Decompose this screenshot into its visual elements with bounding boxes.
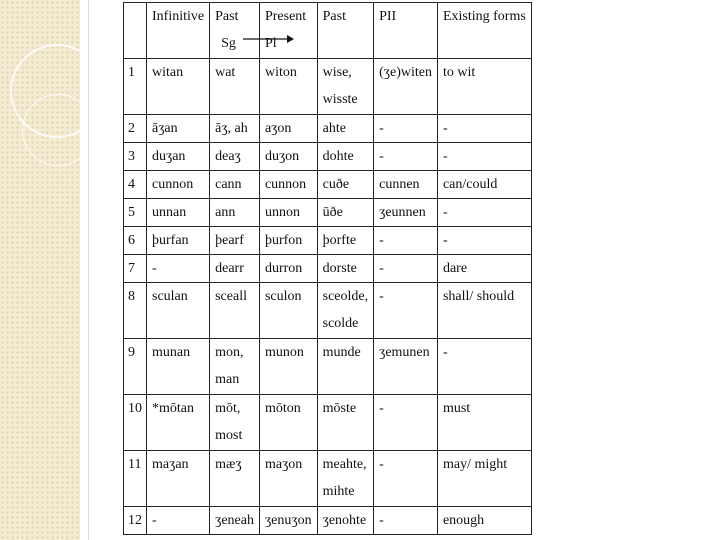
cell-present-pl: þurfon <box>259 227 317 255</box>
cell-existing-forms: shall/ should <box>437 283 531 339</box>
cell-past-line1: meahte, <box>322 457 367 472</box>
cell-infinitive: - <box>147 507 210 535</box>
cell-past <box>317 143 373 171</box>
table-row <box>124 171 532 199</box>
table-row <box>124 227 532 255</box>
cell-past-sg-line1: þearf <box>215 233 244 248</box>
cell-number: 3 <box>124 143 147 171</box>
cell-past-sg-line1: deaʒ <box>215 149 241 164</box>
header-present-pl <box>259 3 317 59</box>
cell-past-line1: dorste <box>322 261 357 276</box>
cell-infinitive: unnan <box>147 199 210 227</box>
cell-past-sg <box>210 339 260 395</box>
cell-infinitive: sculan <box>147 283 210 339</box>
cell-present-pl: sculon <box>259 283 317 339</box>
cell-past-sg-line1: sceall <box>215 289 247 304</box>
cell-past <box>317 507 373 535</box>
decorative-ring <box>22 94 94 166</box>
decorative-side-strip <box>0 0 80 540</box>
header-infinitive: Infinitive <box>147 3 210 59</box>
cell-pii: - <box>374 115 438 143</box>
cell-past <box>317 171 373 199</box>
header-existing-forms: Existing forms <box>437 3 531 59</box>
decorative-divider <box>88 0 89 540</box>
header-number <box>124 3 147 59</box>
cell-number: 5 <box>124 199 147 227</box>
table-row <box>124 115 532 143</box>
cell-past-sg <box>210 255 260 283</box>
cell-infinitive: *mōtan <box>147 395 210 451</box>
cell-past-sg-line1: mon, <box>215 345 244 360</box>
cell-past <box>317 255 373 283</box>
header-past-sg-line1: Past <box>215 9 239 24</box>
cell-number: 12 <box>124 507 147 535</box>
table-row <box>124 283 532 339</box>
preterite-present-verbs-table <box>123 2 532 535</box>
table-row <box>124 395 532 451</box>
cell-past-line1: wise, <box>322 65 352 80</box>
cell-number: 7 <box>124 255 147 283</box>
cell-number: 4 <box>124 171 147 199</box>
cell-existing-forms: may/ might <box>437 451 531 507</box>
table-row <box>124 451 532 507</box>
header-present-pl-line2: Pl <box>264 36 277 51</box>
cell-pii: - <box>374 451 438 507</box>
cell-past <box>317 115 373 143</box>
header-past: Past <box>317 3 373 59</box>
cell-infinitive: maʒan <box>147 451 210 507</box>
cell-infinitive: munan <box>147 339 210 395</box>
cell-number: 8 <box>124 283 147 339</box>
cell-past-line2: mihte <box>322 484 355 499</box>
cell-past-sg <box>210 199 260 227</box>
header-present-pl-line1: Present <box>264 9 307 24</box>
cell-number: 2 <box>124 115 147 143</box>
cell-existing-forms: - <box>437 199 531 227</box>
cell-existing-forms: - <box>437 143 531 171</box>
cell-past-line1: sceolde, <box>322 289 369 304</box>
cell-past-sg <box>210 115 260 143</box>
cell-infinitive: þurfan <box>147 227 210 255</box>
cell-existing-forms: enough <box>437 507 531 535</box>
cell-past-sg-line1: ʒeneah <box>215 513 254 528</box>
cell-past-sg-line1: mōt, <box>215 401 241 416</box>
header-pii: PII <box>374 3 438 59</box>
cell-past <box>317 395 373 451</box>
cell-pii: ʒemunen <box>374 339 438 395</box>
cell-past-sg-line2: most <box>215 428 243 443</box>
cell-past-sg <box>210 451 260 507</box>
cell-pii: - <box>374 395 438 451</box>
cell-past <box>317 283 373 339</box>
cell-past-sg <box>210 59 260 115</box>
cell-present-pl: maʒon <box>259 451 317 507</box>
cell-number: 11 <box>124 451 147 507</box>
cell-past-sg <box>210 143 260 171</box>
cell-past-line1: dohte <box>322 149 354 164</box>
cell-present-pl: ʒenuʒon <box>259 507 317 535</box>
cell-infinitive: āʒan <box>147 115 210 143</box>
cell-past <box>317 339 373 395</box>
cell-infinitive: - <box>147 255 210 283</box>
cell-past-line1: mōste <box>322 401 357 416</box>
cell-past-line2: scolde <box>322 316 359 331</box>
cell-past-sg-line1: ann <box>215 205 236 220</box>
cell-past-sg-line1: mæʒ <box>215 457 242 472</box>
cell-number: 9 <box>124 339 147 395</box>
cell-past-line1: ʒenohte <box>322 513 367 528</box>
cell-existing-forms: - <box>437 227 531 255</box>
cell-present-pl: mōton <box>259 395 317 451</box>
cell-past-sg-line2: man <box>215 372 240 387</box>
table-header-row <box>124 3 532 59</box>
cell-existing-forms: must <box>437 395 531 451</box>
cell-past-line1: ūðe <box>322 205 343 220</box>
cell-past <box>317 451 373 507</box>
cell-past-line1: cuðe <box>322 177 350 192</box>
header-past-sg <box>210 3 260 59</box>
cell-present-pl: unnon <box>259 199 317 227</box>
table-row <box>124 59 532 115</box>
cell-existing-forms: - <box>437 115 531 143</box>
cell-existing-forms: can/could <box>437 171 531 199</box>
cell-pii: - <box>374 507 438 535</box>
cell-infinitive: duʒan <box>147 143 210 171</box>
table-row <box>124 143 532 171</box>
cell-past <box>317 59 373 115</box>
cell-past-sg <box>210 507 260 535</box>
table-row <box>124 507 532 535</box>
cell-pii: cunnen <box>374 171 438 199</box>
cell-past-sg <box>210 171 260 199</box>
cell-pii: - <box>374 283 438 339</box>
cell-past-line1: munde <box>322 345 361 360</box>
cell-existing-forms: dare <box>437 255 531 283</box>
cell-present-pl: duʒon <box>259 143 317 171</box>
cell-existing-forms: - <box>437 339 531 395</box>
cell-pii: ʒeunnen <box>374 199 438 227</box>
cell-past-sg-line1: cann <box>215 177 242 192</box>
cell-past <box>317 227 373 255</box>
cell-past-sg <box>210 283 260 339</box>
header-past-sg-line2: Sg <box>221 36 236 51</box>
cell-past-sg <box>210 227 260 255</box>
table-row <box>124 199 532 227</box>
cell-present-pl: witon <box>259 59 317 115</box>
cell-past-sg-line1: āʒ, ah <box>215 121 248 136</box>
cell-past-line1: ahte <box>322 121 346 136</box>
cell-infinitive: cunnon <box>147 171 210 199</box>
cell-past-sg-line1: dearr <box>215 261 244 276</box>
cell-past-sg <box>210 395 260 451</box>
cell-number: 10 <box>124 395 147 451</box>
cell-present-pl: durron <box>259 255 317 283</box>
cell-infinitive: witan <box>147 59 210 115</box>
cell-past-line1: þorfte <box>322 233 357 248</box>
cell-present-pl: munon <box>259 339 317 395</box>
cell-past-line2: wisste <box>322 92 358 107</box>
cell-number: 6 <box>124 227 147 255</box>
cell-pii: (ʒe)witen <box>374 59 438 115</box>
table-row <box>124 255 532 283</box>
table-row <box>124 339 532 395</box>
cell-pii: - <box>374 255 438 283</box>
cell-pii: - <box>374 227 438 255</box>
cell-past <box>317 199 373 227</box>
cell-pii: - <box>374 143 438 171</box>
cell-past-sg-line1: wat <box>215 65 236 80</box>
cell-number: 1 <box>124 59 147 115</box>
cell-present-pl: cunnon <box>259 171 317 199</box>
cell-existing-forms: to wit <box>437 59 531 115</box>
cell-present-pl: aʒon <box>259 115 317 143</box>
